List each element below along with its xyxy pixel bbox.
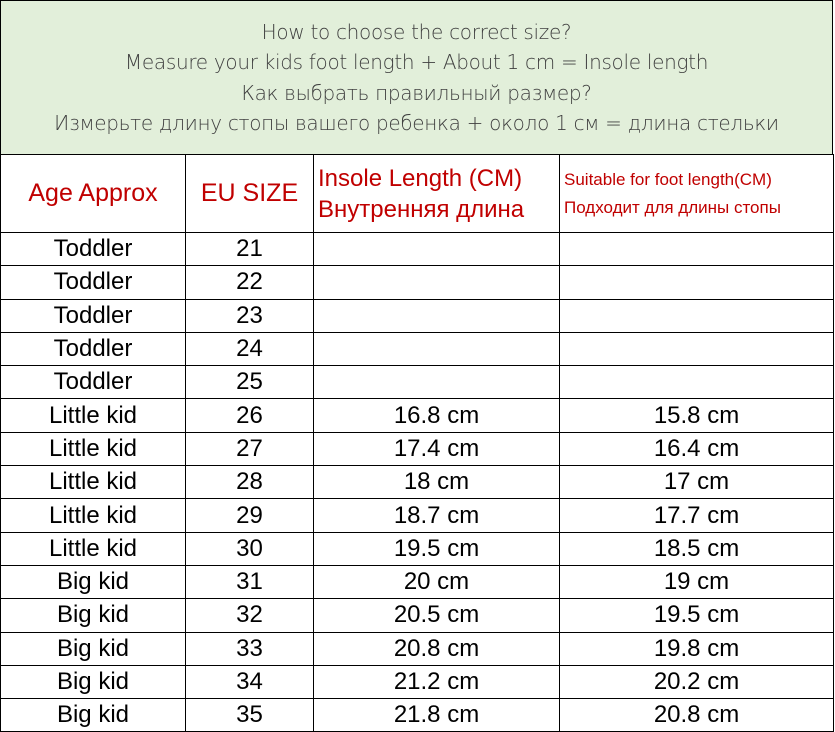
age-cell: Toddler [1, 366, 186, 399]
age-cell: Big kid [1, 699, 186, 732]
foot-length-cell: 15.8 cm [560, 399, 834, 432]
insole-length-cell: 16.8 cm [314, 399, 560, 432]
table-row [1, 366, 834, 399]
eu-size-cell: 30 [186, 532, 314, 565]
insole-length-cell: 18 cm [314, 466, 560, 499]
column-header-foot-ru: Подходит для длины стопы [564, 197, 781, 217]
column-header-insole-en: Insole Length (CM) [318, 164, 523, 192]
age-cell: Big kid [1, 665, 186, 698]
table-row [1, 466, 834, 499]
insole-length-cell: 21.2 cm [314, 665, 560, 698]
age-cell: Little kid [1, 399, 186, 432]
table-row [1, 499, 834, 532]
intro-line-2: Measure your kids foot length + About 1 cm = Insole length [124, 50, 709, 74]
eu-size-cell: 21 [186, 233, 314, 266]
insole-length-cell: 18.7 cm [314, 499, 560, 532]
size-table-body [1, 233, 834, 732]
insole-length-cell: 19.5 cm [314, 532, 560, 565]
eu-size-cell: 31 [186, 565, 314, 598]
eu-size-cell: 26 [186, 399, 314, 432]
eu-size-cell: 28 [186, 466, 314, 499]
age-cell: Toddler [1, 233, 186, 266]
table-row [1, 432, 834, 465]
insole-length-cell [314, 299, 560, 332]
size-table-header-row [1, 155, 834, 233]
foot-length-cell: 16.4 cm [560, 432, 834, 465]
eu-size-cell: 22 [186, 266, 314, 299]
column-header-insole-ru: Внутренняя длина [318, 195, 525, 223]
table-row [1, 632, 834, 665]
eu-size-cell: 32 [186, 599, 314, 632]
age-cell: Little kid [1, 466, 186, 499]
insole-length-cell [314, 366, 560, 399]
insole-length-cell [314, 332, 560, 365]
age-cell: Toddler [1, 299, 186, 332]
insole-length-cell: 20.8 cm [314, 632, 560, 665]
age-cell: Big kid [1, 565, 186, 598]
insole-length-cell: 17.4 cm [314, 432, 560, 465]
eu-size-cell: 23 [186, 299, 314, 332]
intro-line-1: How to choose the correct size? [261, 19, 572, 44]
age-cell: Toddler [1, 266, 186, 299]
foot-length-cell: 20.2 cm [560, 665, 834, 698]
insole-length-cell: 20.5 cm [314, 599, 560, 632]
table-row [1, 299, 834, 332]
column-header-insole-length [314, 155, 560, 233]
insole-length-cell [314, 266, 560, 299]
eu-size-cell: 33 [186, 632, 314, 665]
column-header-foot-length [560, 155, 834, 233]
table-row [1, 233, 834, 266]
foot-length-cell: 18.5 cm [560, 532, 834, 565]
foot-length-cell [560, 266, 834, 299]
eu-size-cell: 29 [186, 499, 314, 532]
table-row [1, 565, 834, 598]
foot-length-cell: 17 cm [560, 466, 834, 499]
age-cell: Big kid [1, 599, 186, 632]
size-table [0, 154, 834, 732]
table-row [1, 266, 834, 299]
column-header-age: Age Approx [1, 155, 186, 233]
age-cell: Toddler [1, 332, 186, 365]
table-row [1, 532, 834, 565]
foot-length-cell: 20.8 cm [560, 699, 834, 732]
table-row [1, 332, 834, 365]
foot-length-cell [560, 299, 834, 332]
column-header-foot-en: Suitable for foot length(CM) [564, 169, 772, 189]
intro-line-3: Как выбрать правильный размер? [241, 80, 592, 105]
foot-length-cell [560, 233, 834, 266]
age-cell: Little kid [1, 432, 186, 465]
table-row [1, 599, 834, 632]
eu-size-cell: 25 [186, 366, 314, 399]
foot-length-cell: 19.8 cm [560, 632, 834, 665]
insole-length-cell: 20 cm [314, 565, 560, 598]
eu-size-cell: 35 [186, 699, 314, 732]
size-guide-header [0, 0, 833, 155]
foot-length-cell: 19 cm [560, 565, 834, 598]
foot-length-cell: 17.7 cm [560, 499, 834, 532]
table-row [1, 665, 834, 698]
eu-size-cell: 24 [186, 332, 314, 365]
eu-size-cell: 34 [186, 665, 314, 698]
intro-line-4: Измерьте длину стопы вашего ребенка + около 1 см = длина стельки [54, 111, 779, 135]
foot-length-cell [560, 366, 834, 399]
eu-size-cell: 27 [186, 432, 314, 465]
insole-length-cell [314, 233, 560, 266]
age-cell: Little kid [1, 532, 186, 565]
foot-length-cell [560, 332, 834, 365]
table-row [1, 399, 834, 432]
column-header-eu-size: EU SIZE [186, 155, 314, 233]
age-cell: Big kid [1, 632, 186, 665]
insole-length-cell: 21.8 cm [314, 699, 560, 732]
foot-length-cell: 19.5 cm [560, 599, 834, 632]
table-row [1, 699, 834, 732]
age-cell: Little kid [1, 499, 186, 532]
